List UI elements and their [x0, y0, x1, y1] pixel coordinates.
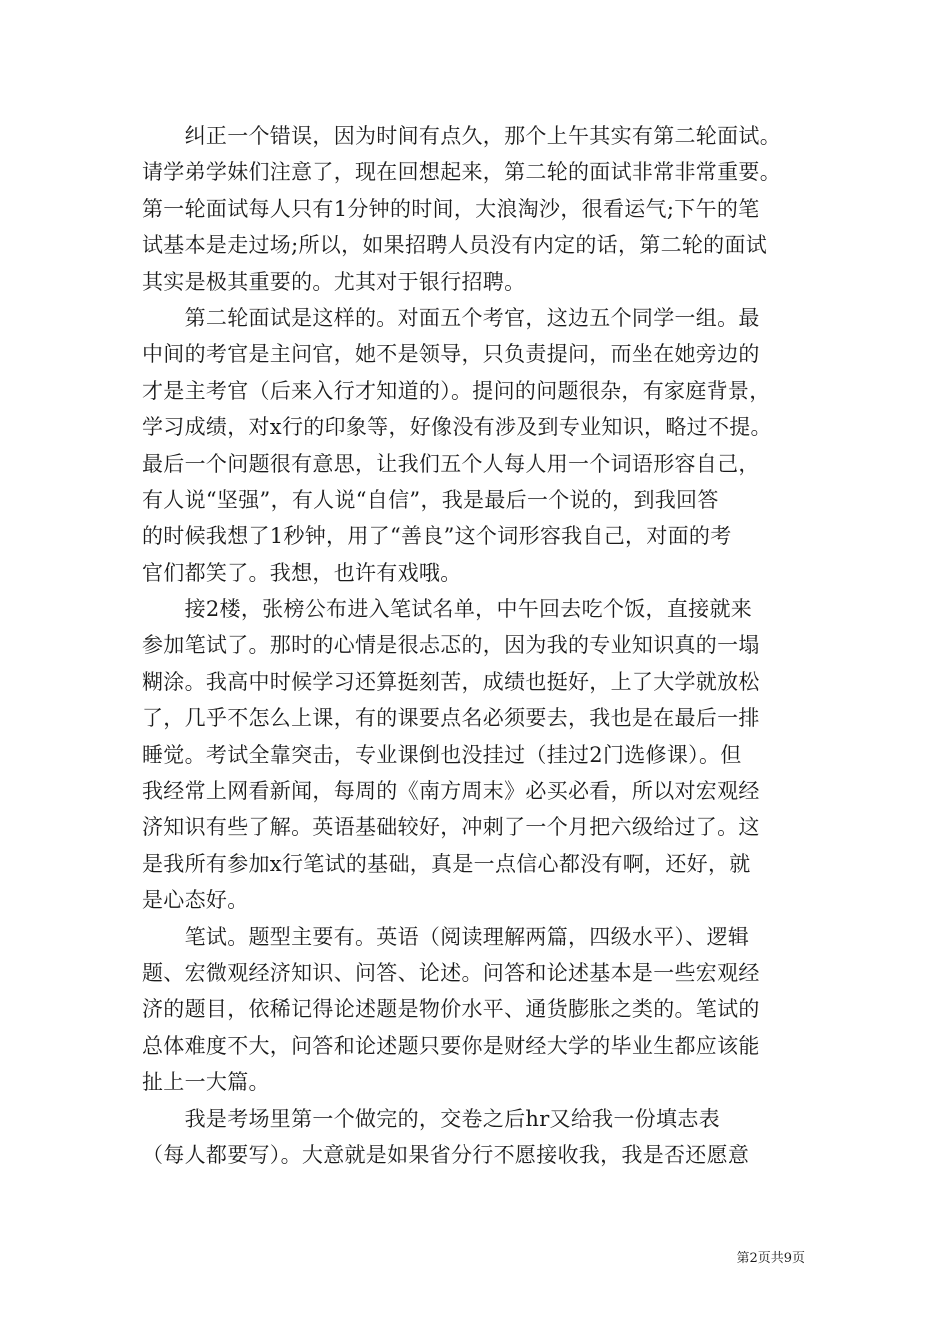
text-line: 纠正一个错误，因为时间有点久，那个上午其实有第二轮面试。: [142, 124, 781, 148]
text-line: 是心态好。: [142, 888, 249, 913]
text-line: 扯上一大篇。: [142, 1070, 270, 1095]
text-line: 我经常上网看新闻，每周的《南方周末》必买必看，所以对宏观经: [142, 779, 760, 804]
text-line: 是我所有参加x行笔试的基础，真是一点信心都没有啊，还好，就: [142, 851, 751, 876]
paragraph: [142, 919, 810, 1101]
text-line: 第二轮面试是这样的。对面五个考官，这边五个同学一组。最: [142, 305, 760, 330]
text-line: 了，几乎不怎么上课，有的课要点名必须要去，我也是在最后一排: [142, 706, 760, 731]
text-line: 才是主考官（后来入行才知道的）。提问的问题很杂，有家庭背景，: [142, 378, 771, 403]
paragraph: [142, 118, 810, 300]
text-line: 中间的考官是主问官，她不是领导，只负责提问，而坐在她旁边的: [142, 342, 760, 367]
text-line: 官们都笑了。我想，也许有戏哦。: [142, 560, 462, 585]
text-line: 糊涂。我高中时候学习还算挺刻苦，成绩也挺好，上了大学就放松: [142, 669, 760, 694]
text-line: 笔试。题型主要有。英语（阅读理解两篇，四级水平）、逻辑: [142, 924, 750, 949]
text-line: 济知识有些了解。英语基础较好，冲刺了一个月把六级给过了。这: [142, 815, 760, 840]
text-line: 济的题目，依稀记得论述题是物价水平、通货膨胀之类的。笔试的: [142, 997, 760, 1022]
text-line: 接2楼，张榜公布进入笔试名单，中午回去吃个饭，直接就来: [142, 597, 753, 622]
text-line: 有人说“坚强”，有人说“自信”，我是最后一个说的，到我回答: [142, 487, 719, 512]
text-line: 我是考场里第一个做完的，交卷之后hr又给我一份填志表: [142, 1106, 720, 1131]
text-line: 睡觉。考试全靠突击，专业课倒也没挂过（挂过2门选修课）。但: [142, 742, 742, 767]
page-number-footer: 第2页共9页: [736, 1251, 805, 1266]
text-line: 第一轮面试每人只有1分钟的时间，大浪淘沙，很看运气;下午的笔: [142, 196, 760, 221]
text-line: （每人都要写）。大意就是如果省分行不愿接收我，我是否还愿意: [142, 1142, 750, 1167]
text-line: 其实是极其重要的。尤其对于银行招聘。: [142, 269, 526, 294]
text-line: 参加笔试了。那时的心情是很忐忑的，因为我的专业知识真的一塌: [142, 633, 760, 658]
paragraph: [142, 591, 810, 919]
paragraph: [142, 300, 810, 591]
text-line: 题、宏微观经济知识、问答、论述。问答和论述基本是一些宏观经: [142, 960, 760, 985]
document-body: [142, 118, 810, 1173]
paragraph: [142, 1101, 810, 1174]
text-line: 请学弟学妹们注意了，现在回想起来，第二轮的面试非常非常重要。: [142, 160, 781, 185]
text-line: 最后一个问题很有意思，让我们五个人每人用一个词语形容自己，: [142, 451, 760, 476]
text-line: 的时候我想了1秒钟，用了“善良”这个词形容我自己，对面的考: [142, 524, 732, 549]
text-line: 学习成绩，对x行的印象等，好像没有涉及到专业知识，略过不提。: [142, 415, 772, 440]
text-line: 试基本是走过场;所以，如果招聘人员没有内定的话，第二轮的面试: [142, 233, 768, 258]
text-line: 总体难度不大，问答和论述题只要你是财经大学的毕业生都应该能: [142, 1033, 760, 1058]
